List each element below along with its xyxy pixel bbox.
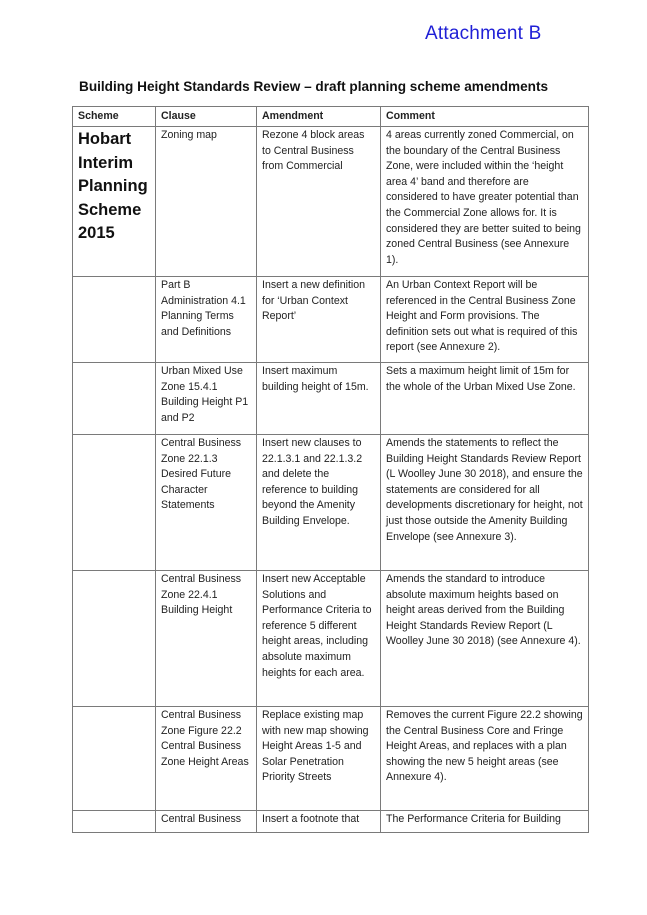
comment-cell: Sets a maximum height limit of 15m for the whole of the Urban Mixed Use Zone. [381, 363, 589, 435]
table-row [73, 277, 589, 363]
table-row [73, 811, 589, 833]
column-header-scheme: Scheme [73, 107, 156, 127]
clause-cell: Central Business Zone 22.4.1 Building Height [156, 571, 257, 707]
amendment-cell: Insert a footnote that [257, 811, 381, 833]
scheme-cell-empty [73, 277, 156, 363]
table-row [73, 127, 589, 277]
column-header-clause: Clause [156, 107, 257, 127]
comment-cell: Amends the standard to introduce absolute maximum heights based on height areas derived from the Building Height Standards Review Report (L Woolley June 30 2018) (see Annexure 4). [381, 571, 589, 707]
scheme-cell-empty [73, 363, 156, 435]
clause-cell: Urban Mixed Use Zone 15.4.1 Building Height P1 and P2 [156, 363, 257, 435]
clause-cell: Central Business [156, 811, 257, 833]
clause-cell: Central Business Zone Figure 22.2 Central Business Zone Height Areas [156, 707, 257, 811]
scheme-cell-empty [73, 571, 156, 707]
clause-cell: Zoning map [156, 127, 257, 277]
table-header-row [73, 107, 589, 127]
amendment-cell: Insert new Acceptable Solutions and Performance Criteria to reference 5 different height areas, including absolute maximum heights for each area. [257, 571, 381, 707]
amendment-cell: Replace existing map with new map showing Height Areas 1-5 and Solar Penetration Priority Streets [257, 707, 381, 811]
amendment-cell: Insert maximum building height of 15m. [257, 363, 381, 435]
comment-cell: Amends the statements to reflect the Building Height Standards Review Report (L Woolley June 30 2018), and ensure the statements are considered for all developments discretionary for height, not just those outside the Amenity Building Envelope (see Annexure 3). [381, 435, 589, 571]
column-header-amendment: Amendment [257, 107, 381, 127]
table-row [73, 707, 589, 811]
comment-cell: Removes the current Figure 22.2 showing the Central Business Core and Fringe Height Areas, and replaces with a plan showing the new 5 height areas (see Annexure 4). [381, 707, 589, 811]
table-row [73, 435, 589, 571]
amendments-table [72, 106, 589, 833]
amendment-cell: Insert a new definition for ‘Urban Context Report’ [257, 277, 381, 363]
comment-cell: The Performance Criteria for Building [381, 811, 589, 833]
comment-cell: An Urban Context Report will be referenced in the Central Business Zone Height and Form provisions. The definition sets out what is required of this report (see Annexure 2). [381, 277, 589, 363]
clause-cell: Part B Administration 4.1 Planning Terms and Definitions [156, 277, 257, 363]
attachment-label: Attachment B [425, 23, 542, 44]
scheme-cell-empty [73, 707, 156, 811]
amendment-cell: Insert new clauses to 22.1.3.1 and 22.1.3.2 and delete the reference to building beyond the Amenity Building Envelope. [257, 435, 381, 571]
table-row [73, 363, 589, 435]
table-row [73, 571, 589, 707]
comment-cell: 4 areas currently zoned Commercial, on the boundary of the Central Business Zone, were included within the ‘height area 4’ band and therefore are considered to have greater potential than the Commercial Zone allows for. It is considered they are better suited to being zoned Central Business (see Annexure 1). [381, 127, 589, 277]
clause-cell: Central Business Zone 22.1.3 Desired Future Character Statements [156, 435, 257, 571]
scheme-cell-empty [73, 435, 156, 571]
column-header-comment: Comment [381, 107, 589, 127]
scheme-cell-empty [73, 811, 156, 833]
scheme-name: Hobart Interim Planning Scheme 2015 [73, 127, 156, 277]
document-title: Building Height Standards Review – draft planning scheme amendments [79, 79, 549, 94]
amendment-cell: Rezone 4 block areas to Central Business from Commercial [257, 127, 381, 277]
